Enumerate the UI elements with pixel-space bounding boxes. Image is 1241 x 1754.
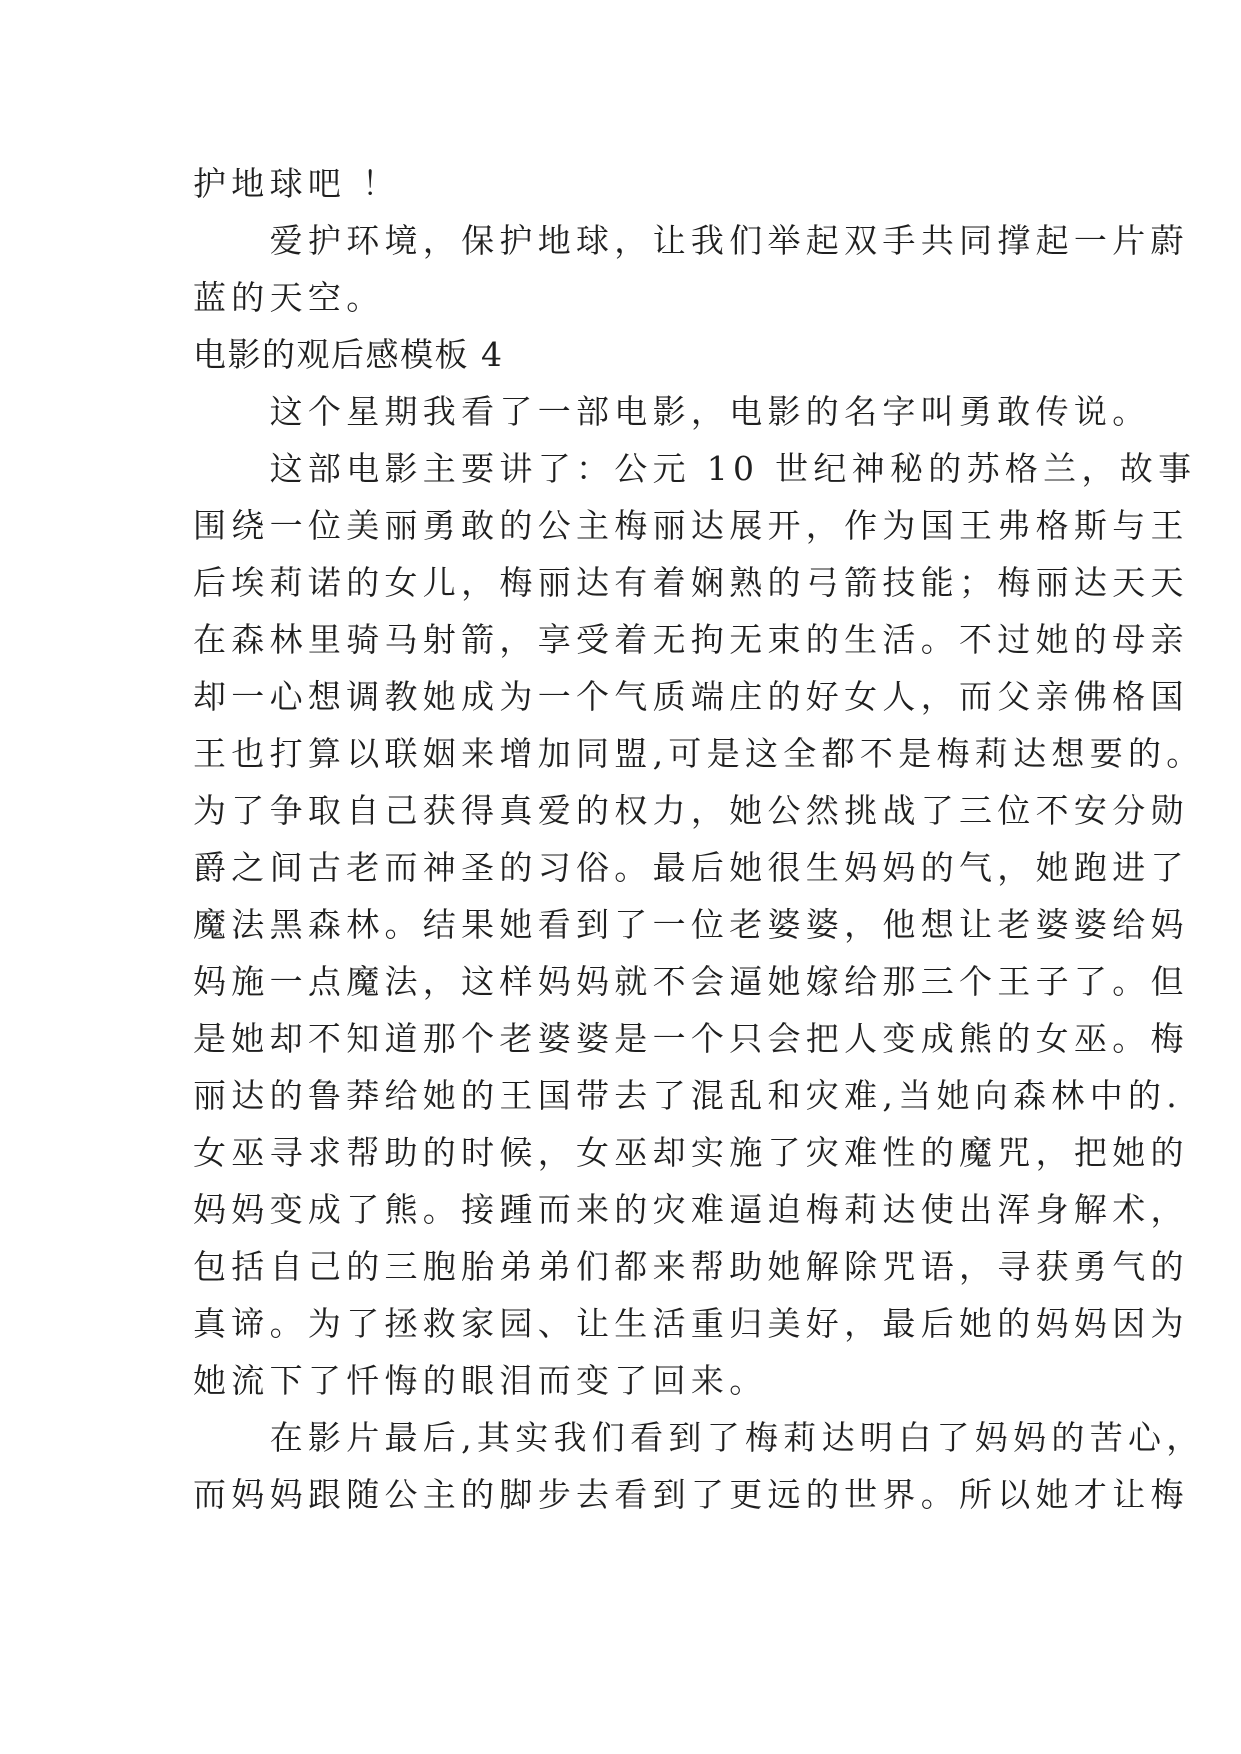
text-line: 护地球吧 ！ bbox=[193, 164, 401, 203]
paragraph-line: 爱护环境，保护地球，让我们举起双手共同撑起一片蔚 bbox=[193, 221, 1189, 260]
paragraph-line: 在影片最后,其实我们看到了梅莉达明白了妈妈的苦心， bbox=[193, 1418, 1205, 1457]
text-line: 爵之间古老而神圣的习俗。最后她很生妈妈的气，她跑进了 bbox=[193, 848, 1189, 887]
text-line: 妈施一点魔法，这样妈妈就不会逼她嫁给那三个王子了。但 bbox=[193, 962, 1189, 1001]
text-line: 为了争取自己获得真爱的权力，她公然挑战了三位不安分勋 bbox=[193, 791, 1189, 830]
text-line: 而妈妈跟随公主的脚步去看到了更远的世界。所以她才让梅 bbox=[193, 1475, 1189, 1514]
text-line: 后埃莉诺的女儿，梅丽达有着娴熟的弓箭技能；梅丽达天天 bbox=[193, 563, 1189, 602]
text-line: 魔法黑森林。结果她看到了一位老婆婆，他想让老婆婆给妈 bbox=[193, 905, 1189, 944]
text-line: 女巫寻求帮助的时候，女巫却实施了灾难性的魔咒，把她的 bbox=[193, 1133, 1189, 1172]
section-heading: 电影的观后感模板 4 bbox=[193, 335, 504, 374]
text-line: 蓝的天空。 bbox=[193, 278, 385, 317]
paragraph-line: 这部电影主要讲了：公元 10 世纪神秘的苏格兰，故事 bbox=[193, 449, 1197, 488]
text-line: 在森林里骑马射箭，享受着无拘无束的生活。不过她的母亲 bbox=[193, 620, 1189, 659]
text-line: 她流下了忏悔的眼泪而变了回来。 bbox=[193, 1361, 768, 1400]
text-line: 围绕一位美丽勇敢的公主梅丽达展开，作为国王弗格斯与王 bbox=[193, 506, 1189, 545]
paragraph-line: 这个星期我看了一部电影，电影的名字叫勇敢传说。 bbox=[193, 392, 1151, 431]
text-line: 是她却不知道那个老婆婆是一个只会把人变成熊的女巫。梅 bbox=[193, 1019, 1189, 1058]
document-body bbox=[193, 155, 1205, 1523]
text-line: 妈妈变成了熊。接踵而来的灾难逼迫梅莉达使出浑身解术， bbox=[193, 1190, 1189, 1229]
text-line: 真谛。为了拯救家园、让生活重归美好，最后她的妈妈因为 bbox=[193, 1304, 1189, 1343]
text-line: 王也打算以联姻来增加同盟,可是这全都不是梅莉达想要的。 bbox=[193, 734, 1205, 773]
text-line: 包括自己的三胞胎弟弟们都来帮助她解除咒语，寻获勇气的 bbox=[193, 1247, 1189, 1286]
text-line: 却一心想调教她成为一个气质端庄的好女人，而父亲佛格国 bbox=[193, 677, 1189, 716]
text-line: 丽达的鲁莽给她的王国带去了混乱和灾难,当她向森林中的. bbox=[193, 1076, 1183, 1115]
